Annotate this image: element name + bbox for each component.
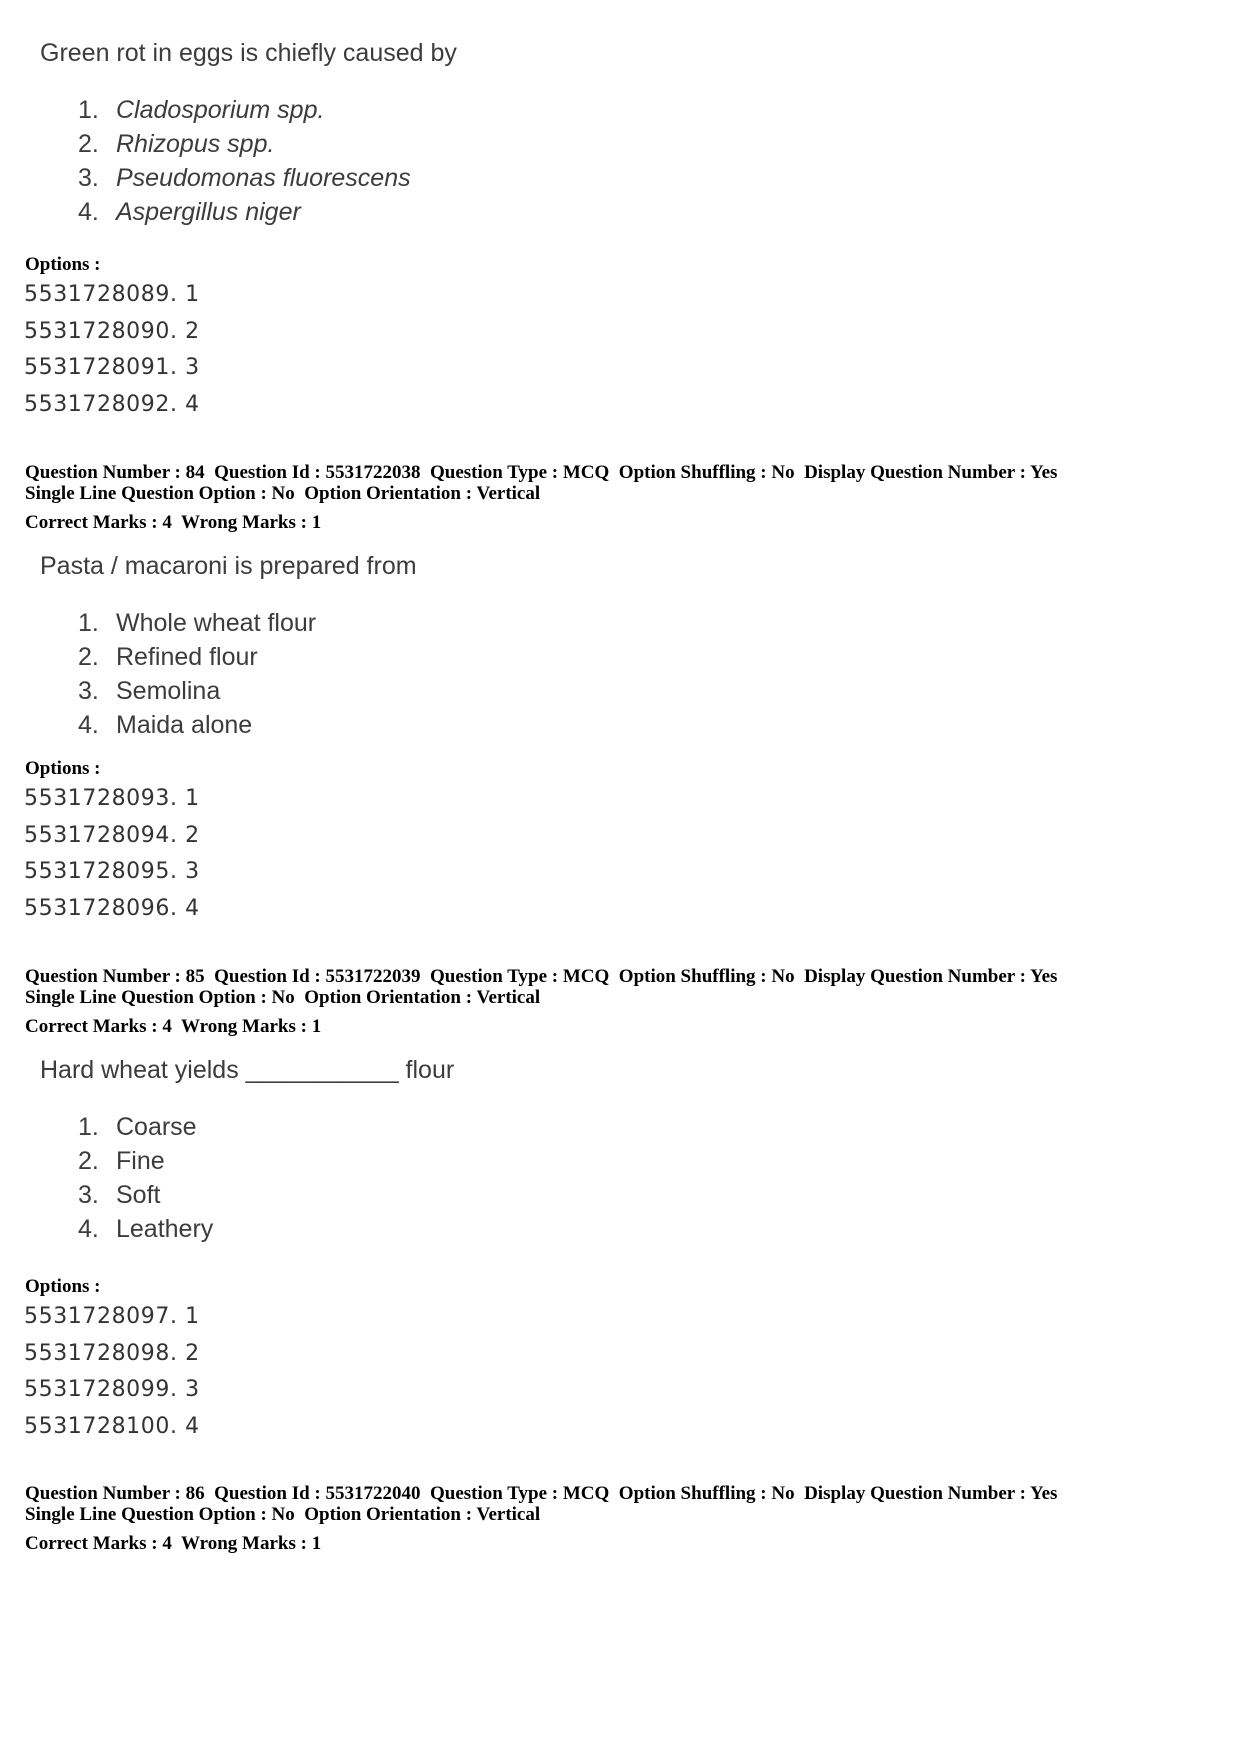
choice-item: 1. Cladosporium spp. <box>78 96 325 124</box>
question-85-stem: Hard wheat yields ___________ flour <box>40 1056 455 1084</box>
option-item: 5531728097. 1 <box>24 1304 200 1329</box>
option-item: 5531728099. 3 <box>24 1377 200 1402</box>
option-item: 5531728089. 1 <box>24 282 200 307</box>
question-85-meta-line2: Single Line Question Option : No Option Orientation : Vertical <box>25 987 541 1008</box>
option-item: 5531728092. 4 <box>24 391 200 417</box>
option-item: 5531728098. 2 <box>24 1340 200 1366</box>
question-85-choices <box>78 1110 213 1246</box>
choice-item: 3. Pseudomonas fluorescens <box>78 164 411 192</box>
question-86-marks: Correct Marks : 4 Wrong Marks : 1 <box>25 1533 322 1554</box>
choice-item: 4. Aspergillus niger <box>78 198 301 226</box>
option-item: 5531728096. 4 <box>24 895 200 921</box>
question-84-meta-line2: Single Line Question Option : No Option Orientation : Vertical <box>25 483 541 504</box>
question-84-marks: Correct Marks : 4 Wrong Marks : 1 <box>25 512 322 533</box>
question-83-options <box>24 277 200 423</box>
option-item: 5531728095. 3 <box>24 859 200 884</box>
question-85-meta-line1: Question Number : 85 Question Id : 5531722039 Question Type : MCQ Option Shuffling : No Display Question Number : Yes <box>25 966 1058 987</box>
choice-item: 2. Rhizopus spp. <box>78 130 275 158</box>
option-item: 5531728091. 3 <box>24 355 200 380</box>
choice-item: 3. Semolina <box>78 677 221 705</box>
choice-item: 2. Fine <box>78 1147 165 1175</box>
choice-item: 1. Whole wheat flour <box>78 609 317 637</box>
question-84-choices <box>78 606 316 742</box>
choice-item: 1. Coarse <box>78 1113 197 1141</box>
option-item: 5531728093. 1 <box>24 786 200 811</box>
choice-item: 4. Leathery <box>78 1215 214 1243</box>
choice-item: 4. Maida alone <box>78 711 253 739</box>
options-label: Options : <box>25 758 101 779</box>
question-83-choices <box>78 93 411 229</box>
option-item: 5531728090. 2 <box>24 318 200 344</box>
question-84-meta-line1: Question Number : 84 Question Id : 5531722038 Question Type : MCQ Option Shuffling : No Display Question Number : Yes <box>25 462 1058 483</box>
option-item: 5531728100. 4 <box>24 1413 200 1439</box>
question-84-options <box>24 781 200 927</box>
question-85-marks: Correct Marks : 4 Wrong Marks : 1 <box>25 1016 322 1037</box>
options-label: Options : <box>25 1276 101 1297</box>
option-item: 5531728094. 2 <box>24 822 200 848</box>
choice-item: 2. Refined flour <box>78 643 258 671</box>
question-85-options <box>24 1299 200 1445</box>
question-84-stem: Pasta / macaroni is prepared from <box>40 552 417 580</box>
question-86-meta-line1: Question Number : 86 Question Id : 5531722040 Question Type : MCQ Option Shuffling : No Display Question Number : Yes <box>25 1483 1058 1504</box>
options-label: Options : <box>25 254 101 275</box>
choice-item: 3. Soft <box>78 1181 161 1209</box>
question-83-stem: Green rot in eggs is chiefly caused by <box>40 39 457 67</box>
question-86-meta-line2: Single Line Question Option : No Option Orientation : Vertical <box>25 1504 541 1525</box>
